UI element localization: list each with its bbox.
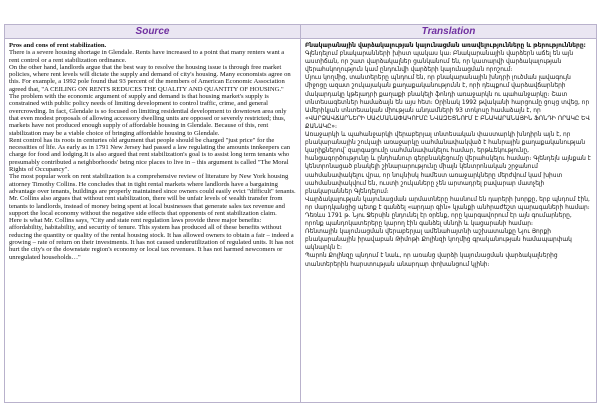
translation-cell bbox=[301, 39, 597, 403]
translation-paragraph: Ռենտային կայունացման վերաբերյալ ամենահայտնի աշխատանքը Նյու Յորքի բնակարանային իրավաբան Թիմոթի Քոլինզի կողմից գրականության համապարփակ ակնարկն է։ bbox=[305, 229, 572, 252]
translation-table bbox=[4, 24, 597, 403]
translation-paragraph: Գլենդելում բնակարանների խիստ պակաս կա։ Բնակարանային վարձերն աճել են այն աստիճան, որ շատ վարձակալներ ցանկանում են, որ կատարվի վարձակալության վերահսկողություն կամ ընդունվի վարձերի կայունացման որոշում։ bbox=[305, 51, 574, 74]
translation-title: Բնակարանային վարձակալության կայունացման առավելությունները և թերությունները։ bbox=[305, 43, 586, 49]
source-paragraph: Mr. Collins also argues that without rent stabilization, there will be unfair levels of wealth transfer from tenants to landlords, instead of money being spent at local businesses that generate sales tax revenue and support the local economy without the negative side effects that opponents of rent stabilization claim. bbox=[9, 195, 285, 217]
translation-paragraph: Մյուս կողմից, տանտերերը պնդում են, որ բնակարանային խնդրի լուծման լավագույն միջոցը ազատ շուկայական քաղաքականությունն է, որի դեպքում վարձավճարների մակարդակը կթելադրի քաղաքի բնակելի ֆոնդի առաջարկն ու պահանջարկը։ Շատ տնտեսագետներ համաձայն են այս հետ։ Օրինակ 1992 թվականի հարցումը ցույց տվեց, որ Ամերիկյան տնտեսական միության անդամների 93 տոկոսը համաձայն է, որ «ՎԱՐՁԱՎՃԱՐՆԵՐԻ ՍԱՀՄԱՆԱՓԱԿՈՒՄԸ ՆՎԱԶԵՑՆՈՒՄ Է ԲՆԱԿԱՐԱՆԱՅԻՆ ՖՈՆԴԻ ՈՐԱԿԸ ԵՎ ՔԱՆԱԿԸ»։ bbox=[305, 75, 590, 130]
source-paragraph: The most popular work on rent stabilization is a comprehensive review of literature by New York housing attorney Timothy Collins. He concludes that in tight rental markets where landlords have a bargaining advantage over tenants, buildings are properly maintained since owners could easily evict "difficult" tenants. bbox=[9, 173, 296, 195]
translation-paragraph: Վարձակալության կայունացման արմատները հասնում են դարերի խորքը, երբ պնդում էին, որ մարդկանցից պետք է գանձել «արդար գին» կյանքի անհրաժեշտ պարագաների համար։ Դեռևս 1791 թ. Նյու Ջերսին ընդունել էր օրենք, որը կարգավորում էր այն գումարները, որոնք պանդոկատերերը կարող էին գանձել սննդի և կացարանի համար։ bbox=[305, 196, 590, 228]
translation-column-header: Translation bbox=[301, 25, 597, 39]
content-row bbox=[5, 39, 597, 403]
source-cell bbox=[5, 39, 301, 403]
source-paragraph: There is a severe housing shortage in Glendale. Rents have increased to a point that many renters want a rent control or a rent stabilization ordinance. bbox=[9, 49, 285, 64]
source-paragraph: Rent control has its roots in centuries old argument that people should be charged "just price" for the necessities of life. As early as in 1791 New Jersey had passed a law regulating the amounts innkeepers can charge for food and lodging.It is also argued that rent stabilization's goal is to assist long term tenants who presumably contributed a neighborhoods' being nice places to live in – this argument is called "The Moral Rights of Occupancy". bbox=[9, 136, 291, 174]
source-paragraph: On the other hand, landlords argue that the best way to resolve the housing issue is through free market policies, where rent levels will dictate the supply and demand of city's housing. Many economists agree on this. For example, a 1992 pole found that 93 percent of the members of American Economic Association agreed that, "A CEILING ON RENTS REDUCES THE QUALITY AND QUANTITY OF HOUSING." bbox=[9, 63, 291, 93]
source-paragraph: The problem with the economic argument of supply and demand is that housing market's supply is constrained with public policy needs of limiting development to control traffic, crime, and general overcrowding. In fact, Glendale is so focused on limiting residential development to downtown area only that even modest proposals of allowing accessory dwelling units are opposed or severely restricted; thus, markets have not produced enough supply of affordable housing in Glendale. Because of this, rent stabilization may be a viable choice of bringing affordable housing to Glendale. bbox=[9, 93, 287, 137]
source-column-header: Source bbox=[5, 25, 301, 39]
header-row bbox=[5, 25, 597, 39]
source-paragraph: Here is what Mr. Collins says, "City and state rent regulation laws provide three major benefits: affordability, habitability, and security of tenure. This system has produced all of these benefits without reducing the quantity or quality of the rental housing stock. It has allowed owners to obtain a fair – indeed a growing – rate of return on their investments. It has not caused underutilization of regulated units. It has not hurt the city's or the downstate region's economy or local tax revenues. It has not harmed newcomers or unregulated households…" bbox=[9, 217, 294, 261]
translation-paragraph: Պարոն Քոլինզը պնդում է նաև, որ առանց վարձի կայունացման վարձակալներից տանտերերին հարստության անարդար փոխանցում կլինի։ bbox=[305, 253, 558, 268]
source-title: Pros and cons of rent stabilization. bbox=[9, 42, 107, 49]
translation-paragraph: Առաջարկի և պահանջարկի վերաբերյալ տնտեսական փաստարկի խնդիրն այն է, որ բնակարանային շուկայի առաջարկը սահմանափակված է հանրային քաղաքականության կարիքներով՝ զարգացումը սահմանափակելու համար, երթևեկությունը, հանցագործությունը և ընդհանուր գերբնակեցումը վերահսկելու համար։ Գլենդելն այնքան է կենտրոնացած բնակելի շինարարությունը միայն կենտրոնական շրջանում սահմանափակելու վրա, որ նույնիսկ համեստ առաջարկները մերժվում կամ խիստ սահմանափակվում են, ուստի շուկաները չեն արտադրել բավարար մատչելի բնակարաններ Գլենդելում։ bbox=[305, 132, 591, 195]
